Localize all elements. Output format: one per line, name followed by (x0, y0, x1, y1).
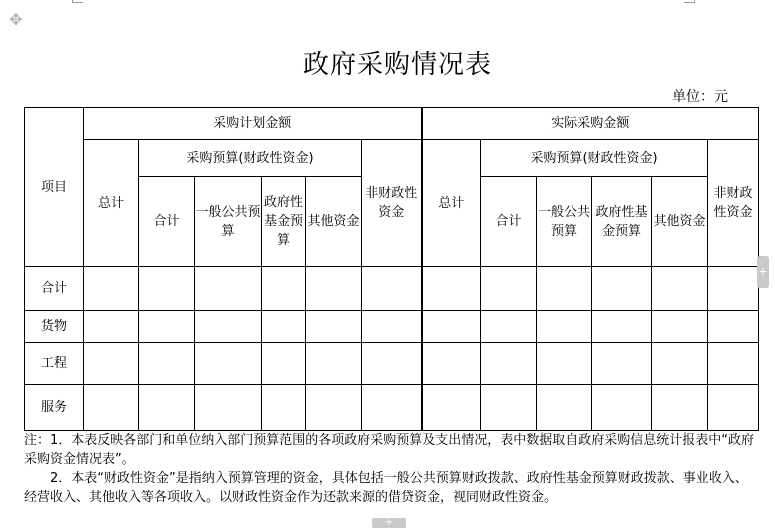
table-cell[interactable] (592, 385, 652, 431)
table-cell[interactable] (422, 385, 481, 431)
side-expand-plus-icon[interactable]: + (757, 256, 769, 288)
row-label-goods: 货物 (25, 311, 84, 343)
procurement-table (24, 107, 759, 431)
table-cell[interactable] (481, 311, 537, 343)
row-label-engineering: 工程 (25, 343, 84, 385)
table-cell[interactable] (306, 311, 362, 343)
table-cell[interactable] (537, 311, 592, 343)
table-cell[interactable] (84, 385, 139, 431)
header-plan-budget: 采购预算(财政性资金) (139, 140, 362, 177)
table-cell[interactable] (262, 311, 306, 343)
table-cell[interactable] (306, 343, 362, 385)
page-title: 政府采购情况表 (302, 50, 492, 80)
bottom-expand-plus-icon[interactable]: + (372, 518, 406, 528)
table-cell[interactable] (84, 267, 139, 311)
table-cell[interactable] (481, 267, 537, 311)
table-cell[interactable] (195, 385, 262, 431)
header-actual-general: 一般公共预算 (537, 177, 592, 267)
unit-label: 单位：元 (672, 89, 728, 105)
table-cell[interactable] (592, 267, 652, 311)
table-cell[interactable] (195, 311, 262, 343)
table-cell[interactable] (537, 385, 592, 431)
header-plan-subtotal: 合计 (139, 177, 195, 267)
header-actual-amount: 实际采购金额 (422, 108, 759, 140)
table-cell[interactable] (422, 311, 481, 343)
header-actual-total: 总计 (422, 140, 481, 267)
table-cell[interactable] (592, 343, 652, 385)
header-plan-general: 一般公共预算 (195, 177, 262, 267)
table-cell[interactable] (592, 311, 652, 343)
table-cell[interactable] (362, 311, 422, 343)
table-cell[interactable] (262, 385, 306, 431)
table-cell[interactable] (708, 267, 759, 311)
table-cell[interactable] (537, 267, 592, 311)
table-cell[interactable] (139, 343, 195, 385)
table-cell[interactable] (652, 385, 708, 431)
table-cell[interactable] (362, 267, 422, 311)
table-cell[interactable] (708, 343, 759, 385)
header-item: 项目 (25, 108, 84, 267)
table-cell[interactable] (652, 311, 708, 343)
table-cell[interactable] (306, 267, 362, 311)
page-corner-mark (72, 0, 83, 3)
table-cell[interactable] (139, 385, 195, 431)
row-label-services: 服务 (25, 385, 84, 431)
table-cell[interactable] (262, 267, 306, 311)
header-actual-other: 其他资金 (652, 177, 708, 267)
header-actual-fund: 政府性基金预算 (592, 177, 652, 267)
table-cell[interactable] (306, 385, 362, 431)
table-cell[interactable] (262, 343, 306, 385)
table-row (25, 267, 759, 311)
table-cell[interactable] (537, 343, 592, 385)
table-cell[interactable] (422, 267, 481, 311)
table-cell[interactable] (84, 311, 139, 343)
table-cell[interactable] (708, 385, 759, 431)
header-actual-nonfiscal: 非财政性资金 (708, 140, 759, 267)
notes-section (24, 431, 758, 507)
table-cell[interactable] (481, 385, 537, 431)
table-cell[interactable] (652, 343, 708, 385)
table-cell[interactable] (195, 343, 262, 385)
table-cell[interactable] (362, 343, 422, 385)
table-cell[interactable] (652, 267, 708, 311)
table-row (25, 311, 759, 343)
table-cell[interactable] (708, 311, 759, 343)
page-corner-mark (684, 0, 695, 3)
note-1: 注：1．本表反映各部门和单位纳入部门预算范围的各项政府采购预算及支出情况，表中数据取自政府采购信息统计报表中“政府采购资金情况表”。 (24, 433, 755, 467)
row-label-total: 合计 (25, 267, 84, 311)
table-cell[interactable] (481, 343, 537, 385)
header-plan-fund: 政府性基金预算 (262, 177, 306, 267)
table-move-handle-icon[interactable]: ✥ (9, 10, 23, 29)
header-actual-budget: 采购预算(财政性资金) (481, 140, 708, 177)
table-cell[interactable] (139, 267, 195, 311)
table-row (25, 343, 759, 385)
header-plan-amount: 采购计划金额 (84, 108, 422, 140)
header-plan-nonfiscal: 非财政性资金 (362, 140, 422, 267)
header-row-1 (25, 108, 759, 140)
table-row (25, 385, 759, 431)
table-cell[interactable] (422, 343, 481, 385)
table-cell[interactable] (139, 311, 195, 343)
note-2: 2．本表“财政性资金”是指纳入预算管理的资金，具体包括一般公共预算财政拨款、政府性基金预算财政拨款、事业收入、经营收入、其他收入等各项收入。以财政性资金作为还款来源的借贷资金，视同财政性资金。 (24, 471, 748, 505)
header-actual-subtotal: 合计 (481, 177, 537, 267)
table-cell[interactable] (362, 385, 422, 431)
header-plan-total: 总计 (84, 140, 139, 267)
table-cell[interactable] (195, 267, 262, 311)
header-row-2 (25, 140, 759, 177)
header-plan-other: 其他资金 (306, 177, 362, 267)
table-cell[interactable] (84, 343, 139, 385)
